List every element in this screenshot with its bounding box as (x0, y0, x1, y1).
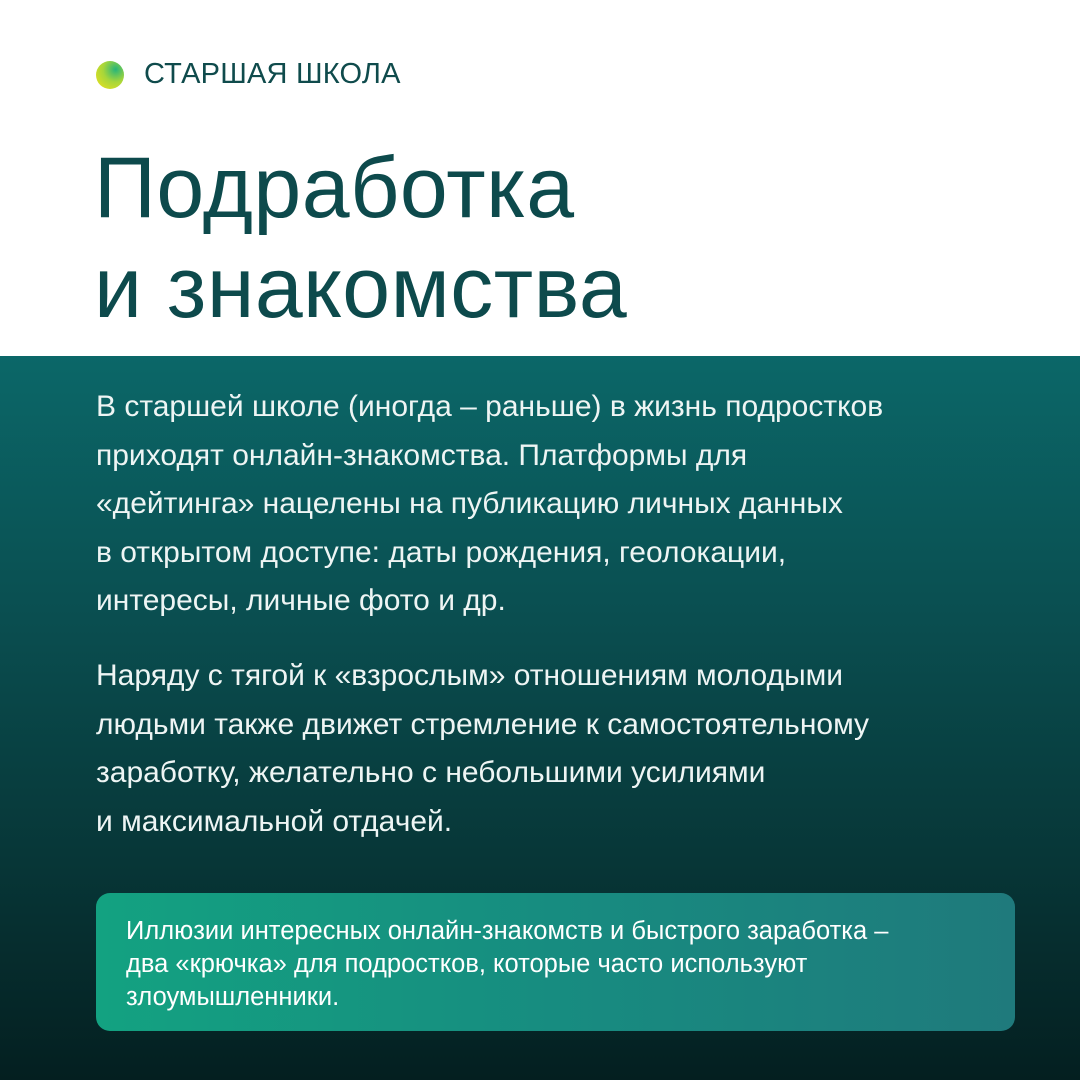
paragraph-line: и максимальной отдачей. (96, 804, 453, 838)
paragraph-line: интересы, личные фото и др. (96, 584, 506, 617)
section-tag-label: СТАРШАЯ ШКОЛА (144, 58, 401, 90)
callout-line: злоумышленники. (126, 983, 340, 1011)
paragraph-line: в открытом доступе: даты рождения, геолокации, (96, 535, 787, 569)
paragraph-line: «дейтинга» нацелены на публикацию личных данных (96, 487, 843, 520)
header-section (0, 0, 1080, 356)
paragraph-line: людьми также движет стремление к самостоятельному (96, 707, 870, 741)
paragraph-earnings (96, 652, 996, 846)
callout-line: два «крючка» для подростков, которые часто используют (126, 950, 808, 978)
title-line: и знакомства (94, 240, 628, 336)
gradient-dot-icon (96, 61, 124, 89)
callout-text (126, 915, 985, 1014)
title-line: Подработка (94, 140, 575, 236)
paragraph-line: Наряду с тягой к «взрослым» отношениям молодыми (96, 659, 844, 692)
page-title (94, 138, 627, 338)
callout-line: Иллюзии интересных онлайн-знакомств и быстрого заработка – (126, 917, 889, 945)
section-tag (96, 58, 401, 91)
paragraph-line: заработку, желательно с небольшими усилиями (96, 756, 766, 789)
paragraph-line: В старшей школе (иногда – раньше) в жизнь подростков (96, 390, 884, 423)
paragraph-line: приходят онлайн-знакомства. Платформы для (96, 438, 748, 472)
highlight-callout (96, 893, 1015, 1031)
paragraph-online-dating (96, 383, 996, 626)
